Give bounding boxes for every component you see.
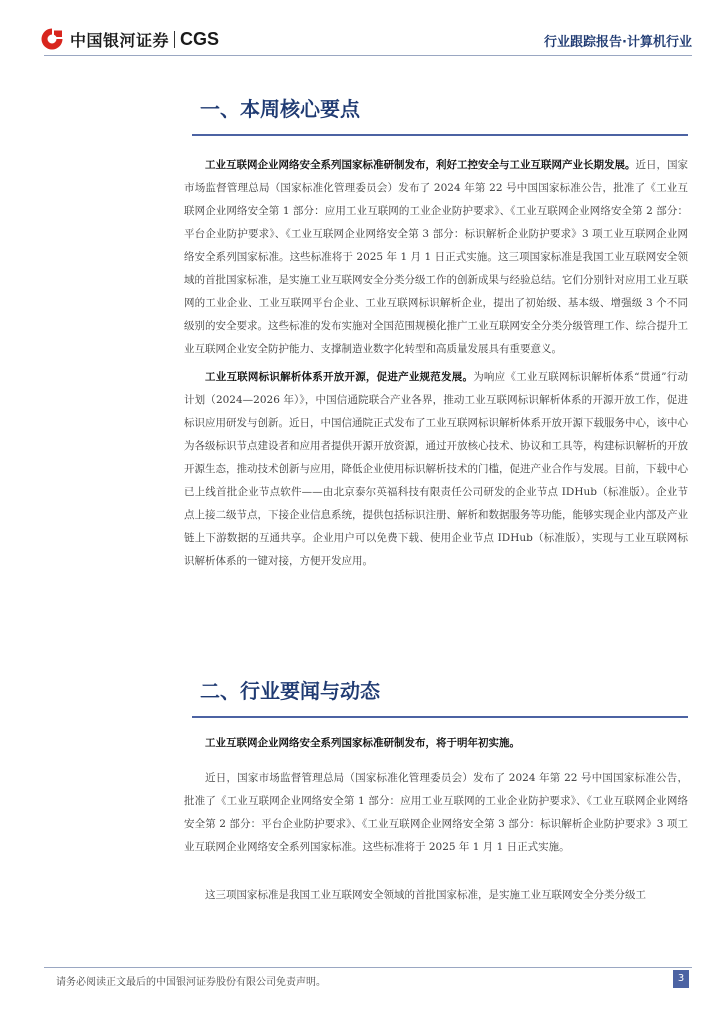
logo-abbreviation: CGS [180, 28, 220, 49]
news-headline [184, 732, 688, 755]
logo-company-name: 中国银河证券 [70, 30, 170, 50]
news-paragraph-2: 这三项国家标准是我国工业互联网安全领域的首批国家标准，是实施工业互联网安全分类分级工 [205, 889, 646, 901]
header-divider [44, 55, 692, 56]
key-point-body-2: 为响应《工业互联网标识解析体系“贯通”行动计划（2024—2026 年）》，中国信通院联合产业各界，推动工业互联网标识解析体系的开源开放工作，促进标识应用研发与创新。近日，中国信通院正式发布了工业互联网标识解析体系开放开源下载服务中心，该中心为各级标识节点建设者和应用者提供开源开放资源，通过开放核心技术、协议和工具等，构建标识解析的开放开源生态，推动技术创新与应用，降低企业使用标识解析技术的门槛，促进产业合作与发展。目前，下载中心已上线首批企业节点软件——由北京泰尔英福科技有限责任公司研发的企业节点 IDHub（标准版）。企业节点上接二级节点，下接企业信息系统，提供包括标识注册、解析和数据服务等功能，能够实现企业内部及产业链上下游数据的互通共享。企业用户可以免费下载、使用企业节点 IDHub（标准版），实现与工业互联网标识解析体系的一键对接，方便开发应用。 [184, 371, 688, 567]
key-point-body-1: 近日，国家市场监督管理总局（国家标准化管理委员会）发布了 2024 年第 22 号中国国家标准公告，批准了《工业互联网企业网络安全第 1 部分：应用工业互联网的工业企业防护要求》、《工业互联网企业网络安全第 2 部分：平台企业防护要求》、《工业互联网企业网络安全第 3 部分：标识解析企业防护要求》3 项工业互联网企业网络安全系列国家标准。这些标准将于 2025 年 1 月 1 日正式实施。这三项国家标准是我国工业互联网安全领域的首批国家标准，是实施工业互联网安全分类分级工作的创新成果与经验总结。它们分别针对应用工业互联网的工业企业、工业互联网平台企业、工业互联网标识解析企业，提出了初始级、基本级、增强级 3 个不同级别的安全要求。这些标准的发布实施对全国范围规模化推广工业互联网安全分类分级管理工作、综合提升工业互联网企业安全防护能力、支撑制造业数字化转型和高质量发展具有重要意义。 [184, 159, 688, 355]
section-divider-1 [192, 134, 688, 136]
report-type-label: 行业跟踪报告·计算机行业 [544, 35, 692, 50]
company-logo [40, 27, 219, 51]
key-point-lead-1: 工业互联网企业网络安全系列国家标准研制发布，利好工控安全与工业互联网产业长期发展。 [205, 159, 636, 171]
page-number: 3 [673, 970, 689, 988]
section-title-industry-news: 二、行业要闻与动态 [200, 679, 380, 703]
footer-disclaimer: 请务必阅读正文最后的中国银河证券股份有限公司免责声明。 [56, 977, 326, 988]
section-divider-2 [192, 716, 688, 718]
page-header [0, 0, 724, 56]
key-point-paragraph-2 [184, 366, 688, 573]
key-point-lead-2: 工业互联网标识解析体系开放开源，促进产业规范发展。 [205, 371, 474, 383]
section-title-key-points: 一、本周核心要点 [200, 97, 360, 121]
news-paragraph-1: 近日，国家市场监督管理总局（国家标准化管理委员会）发布了 2024 年第 22 号中国国家标准公告，批准了《工业互联网企业网络安全第 1 部分：应用工业互联网的工业企业防护要求》、《工业互联网企业网络安全第 2 部分：平台企业防护要求》、《工业互联网企业网络安全第 3 部分：标识解析企业防护要求》3 项工业互联网企业网络安全系列国家标准。这些标准将于 2025 年 1 月 1 日正式实施。 [184, 772, 688, 853]
key-point-paragraph-1 [184, 154, 688, 361]
logo-divider [174, 31, 175, 48]
cgs-logo-icon [40, 27, 64, 51]
footer-divider [44, 967, 692, 968]
news-headline-text: 工业互联网企业网络安全系列国家标准研制发布，将于明年初实施。 [205, 737, 520, 749]
